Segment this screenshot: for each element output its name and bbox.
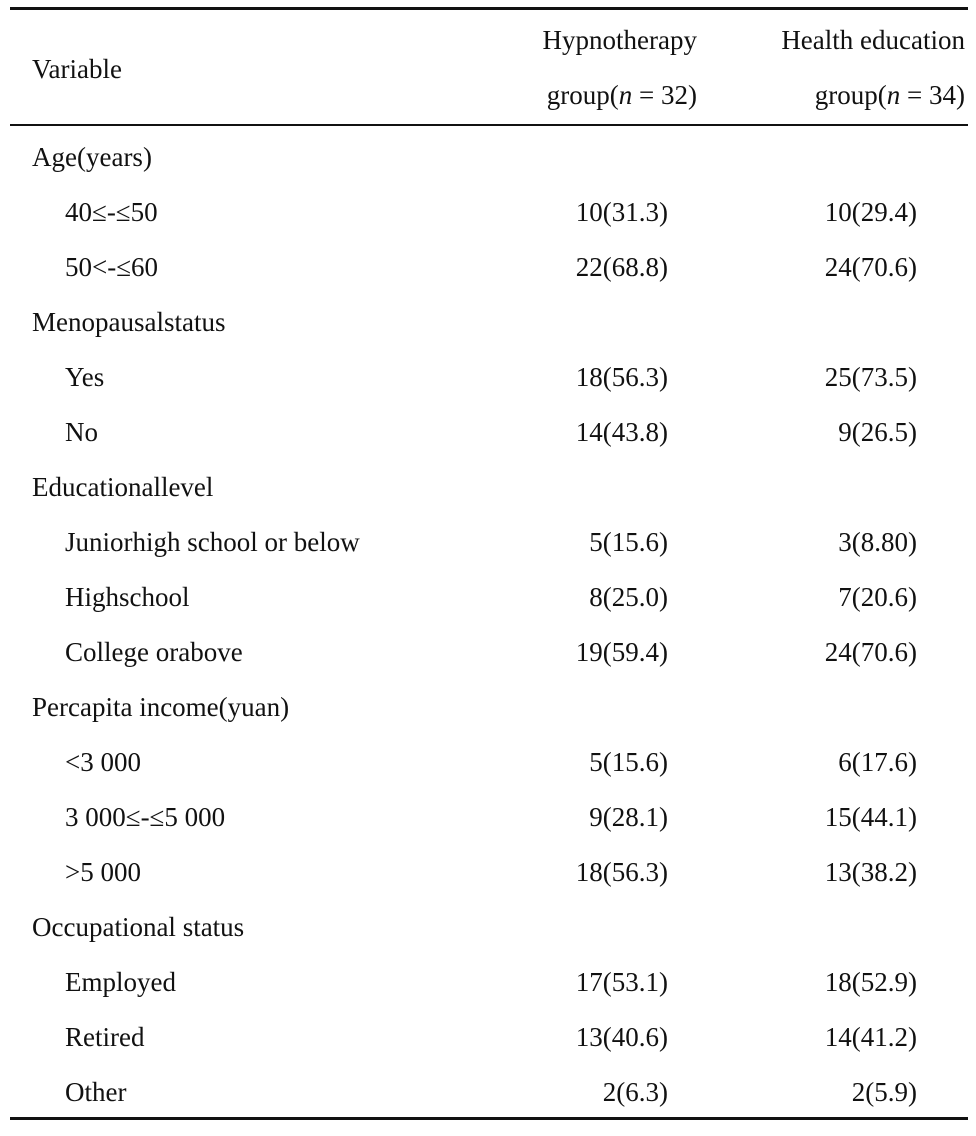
header-col2-line1: Health education <box>781 25 965 55</box>
row-health-education-value: 10(29.4) <box>824 197 917 227</box>
table-row <box>10 735 968 790</box>
row-health-education-value: 6(17.6) <box>838 747 917 777</box>
row-health-education-value: 25(73.5) <box>824 362 917 392</box>
table-row <box>10 845 968 900</box>
header-col1-line2 <box>543 68 697 123</box>
header-col2-line2 <box>781 68 965 123</box>
table-row-category <box>10 295 968 350</box>
table-header-rule <box>10 124 968 126</box>
table-row-category <box>10 900 968 955</box>
table-row <box>10 790 968 845</box>
header-col2-prefix: group( <box>814 80 887 110</box>
row-label: Employed <box>65 967 176 997</box>
row-hypnotherapy-value: 9(28.1) <box>589 802 668 832</box>
table-body <box>10 130 968 1120</box>
header-col2-n: n <box>886 80 901 110</box>
row-label: 40≤-≤50 <box>65 197 158 227</box>
row-label: Juniorhigh school or below <box>65 527 360 557</box>
row-health-education-value: 13(38.2) <box>824 857 917 887</box>
row-health-education-value: 18(52.9) <box>824 967 917 997</box>
row-health-education-value: 9(26.5) <box>838 417 917 447</box>
row-label: 50<-≤60 <box>65 252 159 282</box>
row-hypnotherapy-value: 14(43.8) <box>575 417 668 447</box>
header-variable: Variable <box>32 54 122 84</box>
row-label: Menopausalstatus <box>32 307 226 337</box>
table-row <box>10 515 968 570</box>
row-label: <3 000 <box>65 747 141 777</box>
table-row <box>10 570 968 625</box>
row-label: Retired <box>65 1022 145 1052</box>
row-label: 3 000≤-≤5 000 <box>65 802 226 832</box>
row-health-education-value: 3(8.80) <box>838 527 917 557</box>
row-health-education-value: 15(44.1) <box>824 802 917 832</box>
table-row-category <box>10 680 968 735</box>
row-label: Yes <box>65 362 105 392</box>
row-hypnotherapy-value: 13(40.6) <box>575 1022 668 1052</box>
header-col1-line1: Hypnotherapy <box>542 25 697 55</box>
table-bottom-rule <box>10 1117 968 1120</box>
header-col1-prefix: group( <box>546 80 619 110</box>
row-hypnotherapy-value: 17(53.1) <box>575 967 668 997</box>
row-hypnotherapy-value: 5(15.6) <box>589 747 668 777</box>
table-row <box>10 625 968 680</box>
table-row <box>10 1010 968 1065</box>
header-col1-count: = 32) <box>632 80 697 110</box>
row-health-education-value: 24(70.6) <box>824 252 917 282</box>
row-label: Educationallevel <box>32 472 214 502</box>
row-health-education-value: 2(5.9) <box>851 1077 917 1107</box>
table-header <box>10 10 968 124</box>
header-health-education-group <box>781 13 965 123</box>
table-row <box>10 1065 968 1120</box>
row-label: Percapita income(yuan) <box>32 692 290 722</box>
header-hypnotherapy-group <box>543 13 697 123</box>
table-row-category <box>10 460 968 515</box>
row-label: Occupational status <box>32 912 245 942</box>
row-health-education-value: 7(20.6) <box>838 582 917 612</box>
row-label: College orabove <box>65 637 243 667</box>
row-label: No <box>65 417 98 447</box>
table-row <box>10 350 968 405</box>
row-hypnotherapy-value: 18(56.3) <box>575 362 668 392</box>
row-label: >5 000 <box>65 857 141 887</box>
row-hypnotherapy-value: 22(68.8) <box>575 252 668 282</box>
row-label: Age(years) <box>32 142 152 172</box>
row-health-education-value: 24(70.6) <box>824 637 917 667</box>
row-health-education-value: 14(41.2) <box>824 1022 917 1052</box>
table-row <box>10 185 968 240</box>
table-row <box>10 955 968 1010</box>
row-hypnotherapy-value: 8(25.0) <box>589 582 668 612</box>
table-row <box>10 405 968 460</box>
table-row <box>10 240 968 295</box>
table-row-category <box>10 130 968 185</box>
row-label: Other <box>65 1077 127 1107</box>
row-hypnotherapy-value: 19(59.4) <box>575 637 668 667</box>
row-label: Highschool <box>65 582 190 612</box>
row-hypnotherapy-value: 10(31.3) <box>575 197 668 227</box>
row-hypnotherapy-value: 2(6.3) <box>602 1077 668 1107</box>
row-hypnotherapy-value: 18(56.3) <box>575 857 668 887</box>
header-col1-n: n <box>618 80 633 110</box>
row-hypnotherapy-value: 5(15.6) <box>589 527 668 557</box>
header-col2-count: = 34) <box>900 80 965 110</box>
